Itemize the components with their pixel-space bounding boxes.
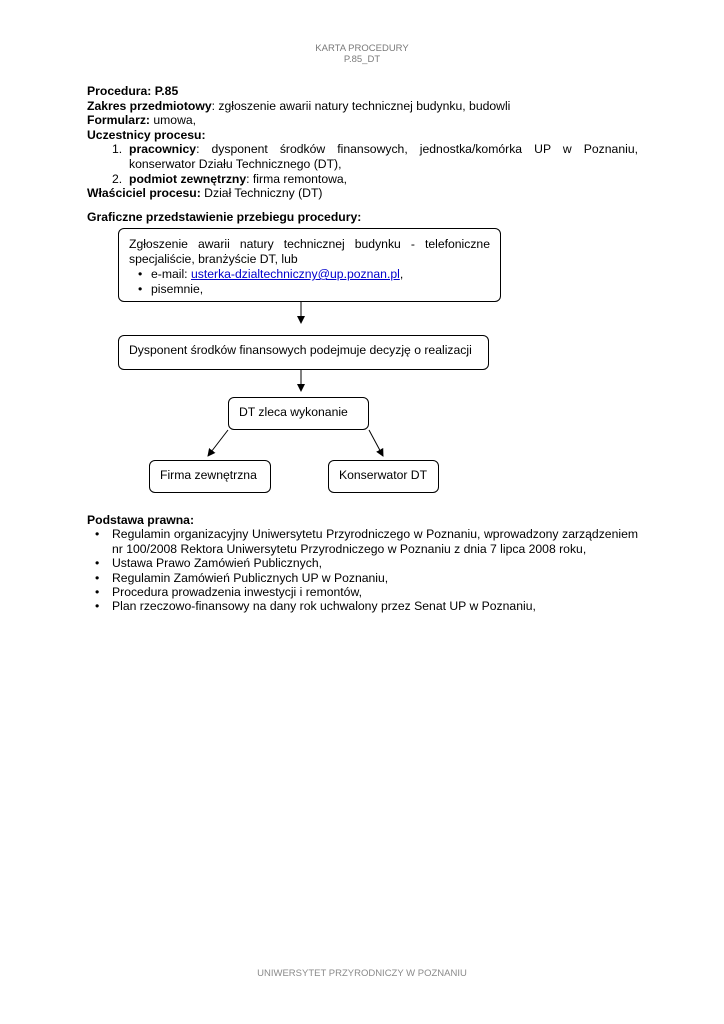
participant-text-continued: konserwator Działu Technicznego (DT), (129, 156, 342, 171)
form-value: umowa, (149, 113, 197, 128)
bullet-icon: • (138, 267, 143, 281)
form-label: Formularz: (87, 113, 150, 128)
legal-item: • Regulamin organizacyjny Uniwersytetu Przyrodniczego w Poznaniu, wprowadzony zarządzeniem nr 100/2008 Rektora Uniwersytetu Przyrodniczego w Poznaniu z dnia 7 lipca 2008 roku, (95, 527, 638, 556)
bullet-icon: • (95, 527, 100, 542)
bullet-icon: • (95, 570, 100, 585)
owner-value: Dział Techniczny (DT) (200, 186, 323, 201)
participant-text: : firma remontowa, (246, 171, 348, 186)
maintainer-box: Konserwator DT (328, 460, 439, 493)
report-line-1: Zgłoszenie awarii natury technicznej budynku - telefoniczne (129, 237, 490, 251)
header-code: P.85_DT (343, 54, 381, 65)
participant-number: 1. (112, 142, 123, 157)
legal-item: • Ustawa Prawo Zamówień Publicznych, (95, 556, 322, 571)
email-link[interactable]: usterka-dzialtechniczny@up.poznan.pl (190, 267, 400, 281)
footer: UNIWERSYTET PRZYRODNICZY W POZNANIU (257, 968, 467, 979)
header-title: KARTA PROCEDURY (315, 43, 409, 54)
legal-heading: Podstawa prawna: (87, 513, 195, 527)
legal-item: • Regulamin Zamówień Publicznych UP w Poznaniu, (95, 570, 389, 585)
bullet-icon: • (138, 282, 143, 296)
participant-number: 2. (112, 171, 123, 186)
legal-item: • Procedura prowadzenia inwestycji i remontów, (95, 585, 362, 600)
scope-label: Zakres przedmiotowy (87, 98, 212, 113)
report-bullet-written: • pisemnie, (138, 282, 204, 296)
legal-item: • Plan rzeczowo-finansowy na dany rok uchwalony przez Senat UP w Poznaniu, (95, 599, 536, 614)
arrow-to-maintainer (369, 430, 383, 456)
legal-basis (87, 513, 638, 614)
participant-text: : dysponent środków finansowych, jednostka/komórka UP w Poznaniu, (196, 142, 638, 157)
graphic-heading: Graficzne przedstawienie przebiegu procedury: (87, 210, 362, 224)
bullet-icon: • (95, 585, 100, 600)
owner-label: Właściciel procesu: (87, 186, 201, 201)
decision-box: Dysponent środków finansowych podejmuje decyzję o realizacji (118, 335, 489, 370)
scope-value: : zgłoszenie awarii natury technicznej budynku, budowli (211, 98, 511, 113)
report-box (118, 228, 501, 302)
dt-order-box: DT zleca wykonanie (228, 397, 369, 430)
participants-label: Uczestnicy procesu: (87, 127, 206, 142)
arrow-to-external-firm (208, 430, 228, 456)
external-firm-box: Firma zewnętrzna (149, 460, 271, 493)
report-bullet-email: • e-mail: usterka-dzialtechniczny@up.poznan.pl, (138, 267, 404, 281)
participant-label: pracownicy (129, 142, 197, 157)
report-line-2: specjaliście, branżyście DT, lub (129, 252, 298, 266)
bullet-icon: • (95, 599, 100, 614)
participant-label: podmiot zewnętrzny (129, 171, 247, 186)
procedure-label: Procedura: P.85 (87, 84, 179, 98)
bullet-icon: • (95, 556, 100, 571)
